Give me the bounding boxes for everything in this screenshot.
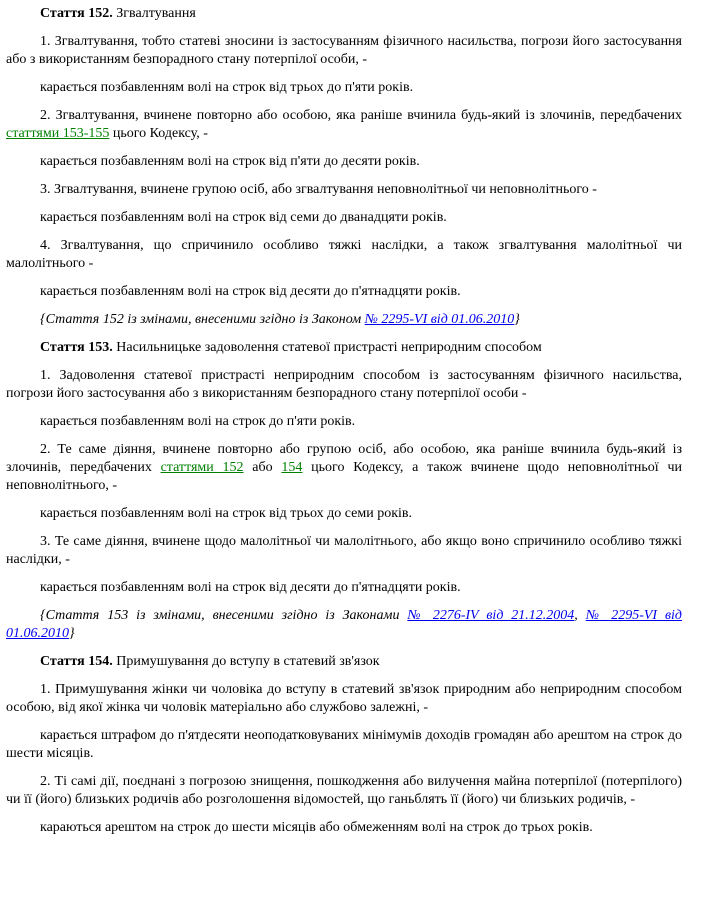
- text-run: 2. Ті самі дії, поєднані з погрозою знищення, пошкодження або вилучення майна потерпілої (потерпілого) чи її (його) близьких родичів або розголошення відомостей, що ганьблять її (його) чи близьких родичів, -: [6, 774, 682, 807]
- text-run: 2. Згвалтування, вчинене повторно або особою, яка раніше вчинила будь-який із злочинів, передбачених: [40, 108, 682, 123]
- law-paragraph: [6, 773, 682, 809]
- text-run: 1. Примушування жінки чи чоловіка до вступу в статевий зв'язок природним або неприродним способом особою, від якої жінка чи чоловік матеріально або службово залежні, -: [6, 682, 682, 715]
- text-run: караються арештом на строк до шести місяців або обмеженням волі на строк до трьох років.: [40, 820, 593, 835]
- law-paragraph: [6, 819, 682, 837]
- text-run: {Стаття 152 із змінами, внесеними згідно із Законом: [40, 312, 365, 327]
- article-title: Згвалтування: [116, 6, 196, 21]
- law-paragraph: [6, 107, 682, 143]
- law-paragraph: [6, 33, 682, 69]
- law-paragraph: [6, 153, 682, 171]
- text-run: 1. Задоволення статевої пристрасті неприродним способом із застосуванням фізичного насильства, погрози його застосування або з використанням безпорадного стану потерпілої особи -: [6, 368, 682, 401]
- law-paragraph: [6, 413, 682, 431]
- article-title: Насильницьке задоволення статевої пристрасті неприродним способом: [116, 340, 542, 355]
- article-heading: [6, 653, 682, 671]
- article-heading: [6, 5, 682, 23]
- law-paragraph: [6, 283, 682, 301]
- law-paragraph: [6, 579, 682, 597]
- amendment-note: [6, 607, 682, 643]
- text-run: карається позбавленням волі на строк від п'яти до десяти років.: [40, 154, 420, 169]
- text-run: 3. Згвалтування, вчинене групою осіб, або згвалтування неповнолітньої чи неповнолітнього -: [40, 182, 597, 197]
- law-paragraph: [6, 727, 682, 763]
- law-paragraph: [6, 533, 682, 569]
- law-paragraph: [6, 209, 682, 227]
- law-paragraph: [6, 505, 682, 523]
- text-run: {Стаття 153 із змінами, внесеними згідно із Законами: [40, 608, 408, 623]
- text-run: карається штрафом до п'ятдесяти неоподатковуваних мінімумів доходів громадян або арештом на строк до шести місяців.: [6, 728, 682, 761]
- article-number: Стаття 152.: [40, 6, 113, 21]
- text-run: карається позбавленням волі на строк від десяти до п'ятнадцяти років.: [40, 580, 461, 595]
- article-ref-link[interactable]: 154: [281, 460, 303, 475]
- article-heading: [6, 339, 682, 357]
- text-run: }: [514, 312, 520, 327]
- text-run: карається позбавленням волі на строк від трьох до семи років.: [40, 506, 412, 521]
- text-run: }: [69, 626, 75, 641]
- article-number: Стаття 153.: [40, 340, 113, 355]
- law-ref-link[interactable]: № 2295-VI від 01.06.2010: [364, 312, 515, 327]
- text-run: карається позбавленням волі на строк від трьох до п'яти років.: [40, 80, 414, 95]
- law-paragraph: [6, 367, 682, 403]
- amendment-note: [6, 311, 682, 329]
- article-number: Стаття 154.: [40, 654, 113, 669]
- text-run: або: [243, 460, 282, 475]
- law-paragraph: [6, 441, 682, 495]
- text-run: цього Кодексу, а також вчинене щодо неповнолітньої чи неповнолітнього, -: [6, 460, 682, 493]
- law-paragraph: [6, 79, 682, 97]
- law-paragraph: [6, 681, 682, 717]
- text-run: 1. Згвалтування, тобто статеві зносини із застосуванням фізичного насильства, погрози його застосування або з використанням безпорадного стану потерпілої особи, -: [6, 34, 682, 67]
- text-run: 4. Згвалтування, що спричинило особливо тяжкі наслідки, а також згвалтування малолітньої чи малолітнього -: [6, 238, 682, 271]
- text-run: ,: [574, 608, 586, 623]
- text-run: 3. Те саме діяння, вчинене щодо малолітньої чи малолітнього, або якщо воно спричинило особливо тяжкі наслідки, -: [6, 534, 682, 567]
- law-ref-link[interactable]: № 2295-VI від 01.06.2010: [6, 608, 683, 641]
- text-run: цього Кодексу, -: [109, 126, 208, 141]
- text-run: карається позбавленням волі на строк від семи до дванадцяти років.: [40, 210, 447, 225]
- law-paragraph: [6, 237, 682, 273]
- article-title: Примушування до вступу в статевий зв'язок: [116, 654, 380, 669]
- law-ref-link[interactable]: № 2276-IV від 21.12.2004: [407, 608, 575, 623]
- text-run: карається позбавленням волі на строк від десяти до п'ятнадцяти років.: [40, 284, 461, 299]
- article-ref-link[interactable]: статтями 153-155: [6, 126, 110, 141]
- text-run: 2. Те саме діяння, вчинене повторно або групою осіб, або особою, яка раніше вчинила будь-який із злочинів, передбачених: [6, 442, 682, 475]
- law-paragraph: [6, 181, 682, 199]
- article-ref-link[interactable]: статтями 152: [160, 460, 244, 475]
- text-run: карається позбавленням волі на строк до п'яти років.: [40, 414, 356, 429]
